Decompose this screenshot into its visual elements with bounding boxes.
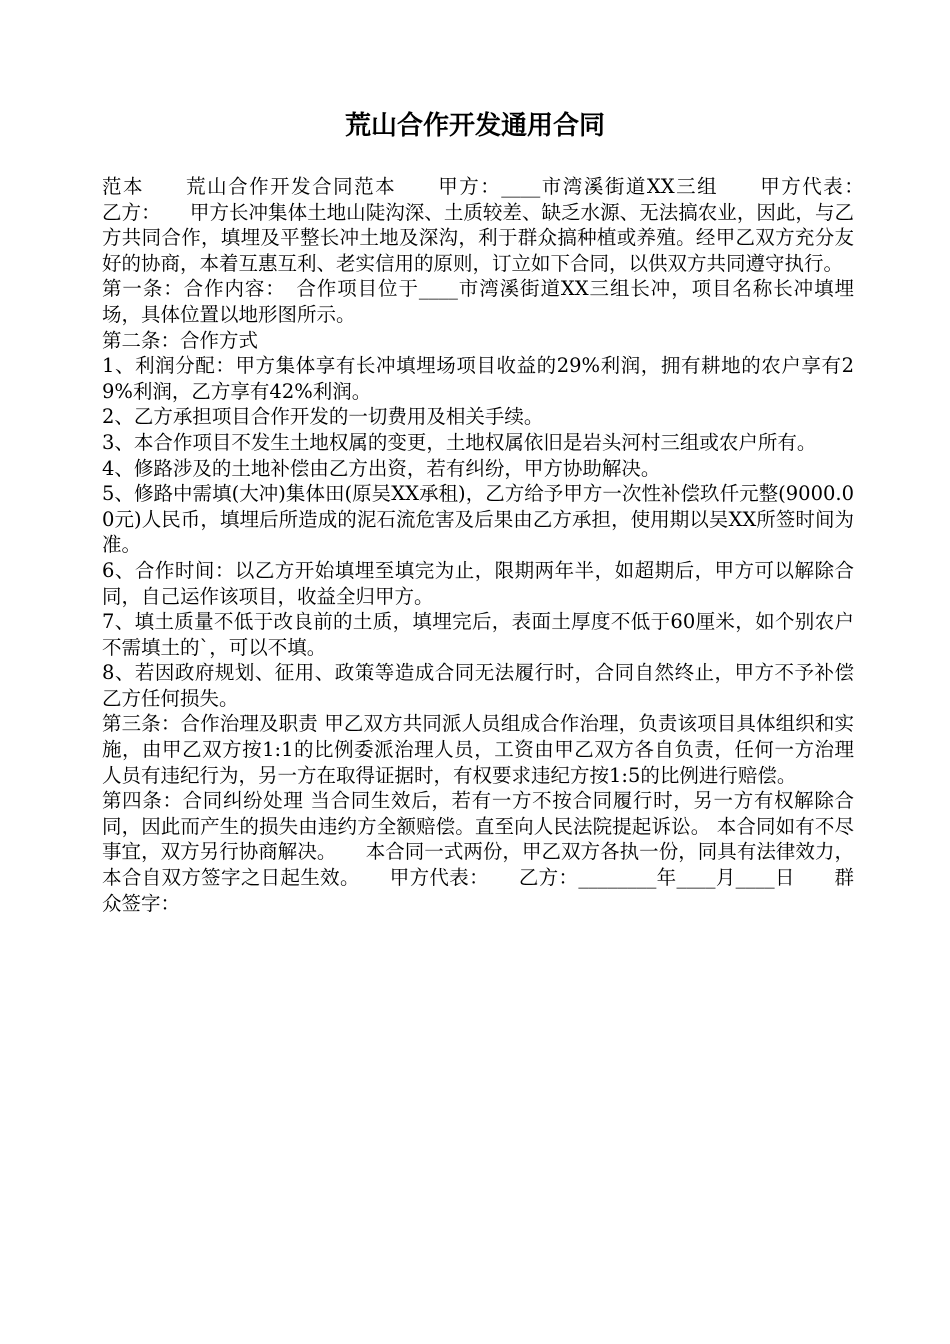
paragraph-article-3: 第三条：合作治理及职责 甲乙双方共同派人员组成合作治理，负责该项目具体组织和实施，由甲乙双方按1:1的比例委派治理人员，工资由甲乙双方各自负责，任何一方治理人员有违纪行为，另一方在取得证据时，有权要求违纪方按1:5的比例进行赔偿。 bbox=[102, 712, 854, 787]
document-body bbox=[102, 174, 894, 916]
paragraph-article-2-heading: 第二条：合作方式 bbox=[102, 328, 259, 352]
paragraph-item-6: 6、合作时间：以乙方开始填埋至填完为止，限期两年半，如超期后，甲方可以解除合同，自己运作该项目，收益全归甲方。 bbox=[102, 558, 854, 608]
paragraph-article-1: 第一条：合作内容： 合作项目位于____市湾溪街道XX三组长冲，项目名称长冲填埋场，具体位置以地形图所示。 bbox=[102, 277, 854, 326]
paragraph-item-8: 8、若因政府规划、征用、政策等造成合同无法履行时，合同自然终止，甲方不予补偿乙方任何损失。 bbox=[102, 661, 854, 710]
paragraph-item-4: 4、修路涉及的土地补偿由乙方出资，若有纠纷，甲方协助解决。 bbox=[102, 456, 661, 480]
document-title: 荒山合作开发通用合同 bbox=[344, 111, 605, 141]
paragraph-item-5: 5、修路中需填(大冲)集体田(原吴XX承租)，乙方给予甲方一次性补偿玖仟元整(9000.00元)人民币，填埋后所造成的泥石流危害及后果由乙方承担，使用期以吴XX所签时间为准。 bbox=[102, 482, 854, 557]
paragraph-item-2: 2、乙方承担项目合作开发的一切费用及相关手续。 bbox=[102, 405, 544, 429]
paragraph-item-1: 1、利润分配：甲方集体享有长冲填埋场项目收益的29%利润，拥有耕地的农户享有29%利润，乙方享有42%利润。 bbox=[102, 354, 854, 403]
paragraph-item-7: 7、填土质量不低于改良前的土质，填埋完后，表面土厚度不低于60厘米，如个别农户不需填土的`，可以不填。 bbox=[102, 610, 854, 659]
paragraph-intro: 范本 荒山合作开发合同范本 甲方：____市湾溪街道XX三组 甲方代表： 乙方： 甲方长冲集体土地山陡沟深、土质较差、缺乏水源、无法搞农业，因此，与乙方共同合作，填埋及平整长冲土地及深沟，利于群众搞种植或养殖。经甲乙双方充分友好的协商，本着互惠互利、老实信用的原则，订立如下合同，以供双方共同遵守执行。 bbox=[102, 175, 894, 275]
paragraph-item-3: 3、本合作项目不发生土地权属的变更，土地权属依旧是岩头河村三组或农户所有。 bbox=[102, 430, 817, 454]
paragraph-article-4: 第四条：合同纠纷处理 当合同生效后，若有一方不按合同履行时，另一方有权解除合同，因此而产生的损失由违约方全额赔偿。直至向人民法院提起诉讼。 本合同如有不尽事宜，双方另行协商解决。 本合同一式两份，甲乙双方各执一份，同具有法律效力，本合自双方签字之日起生效。 甲方代表： 乙方：________年____月____日 群众签字： bbox=[102, 789, 854, 915]
